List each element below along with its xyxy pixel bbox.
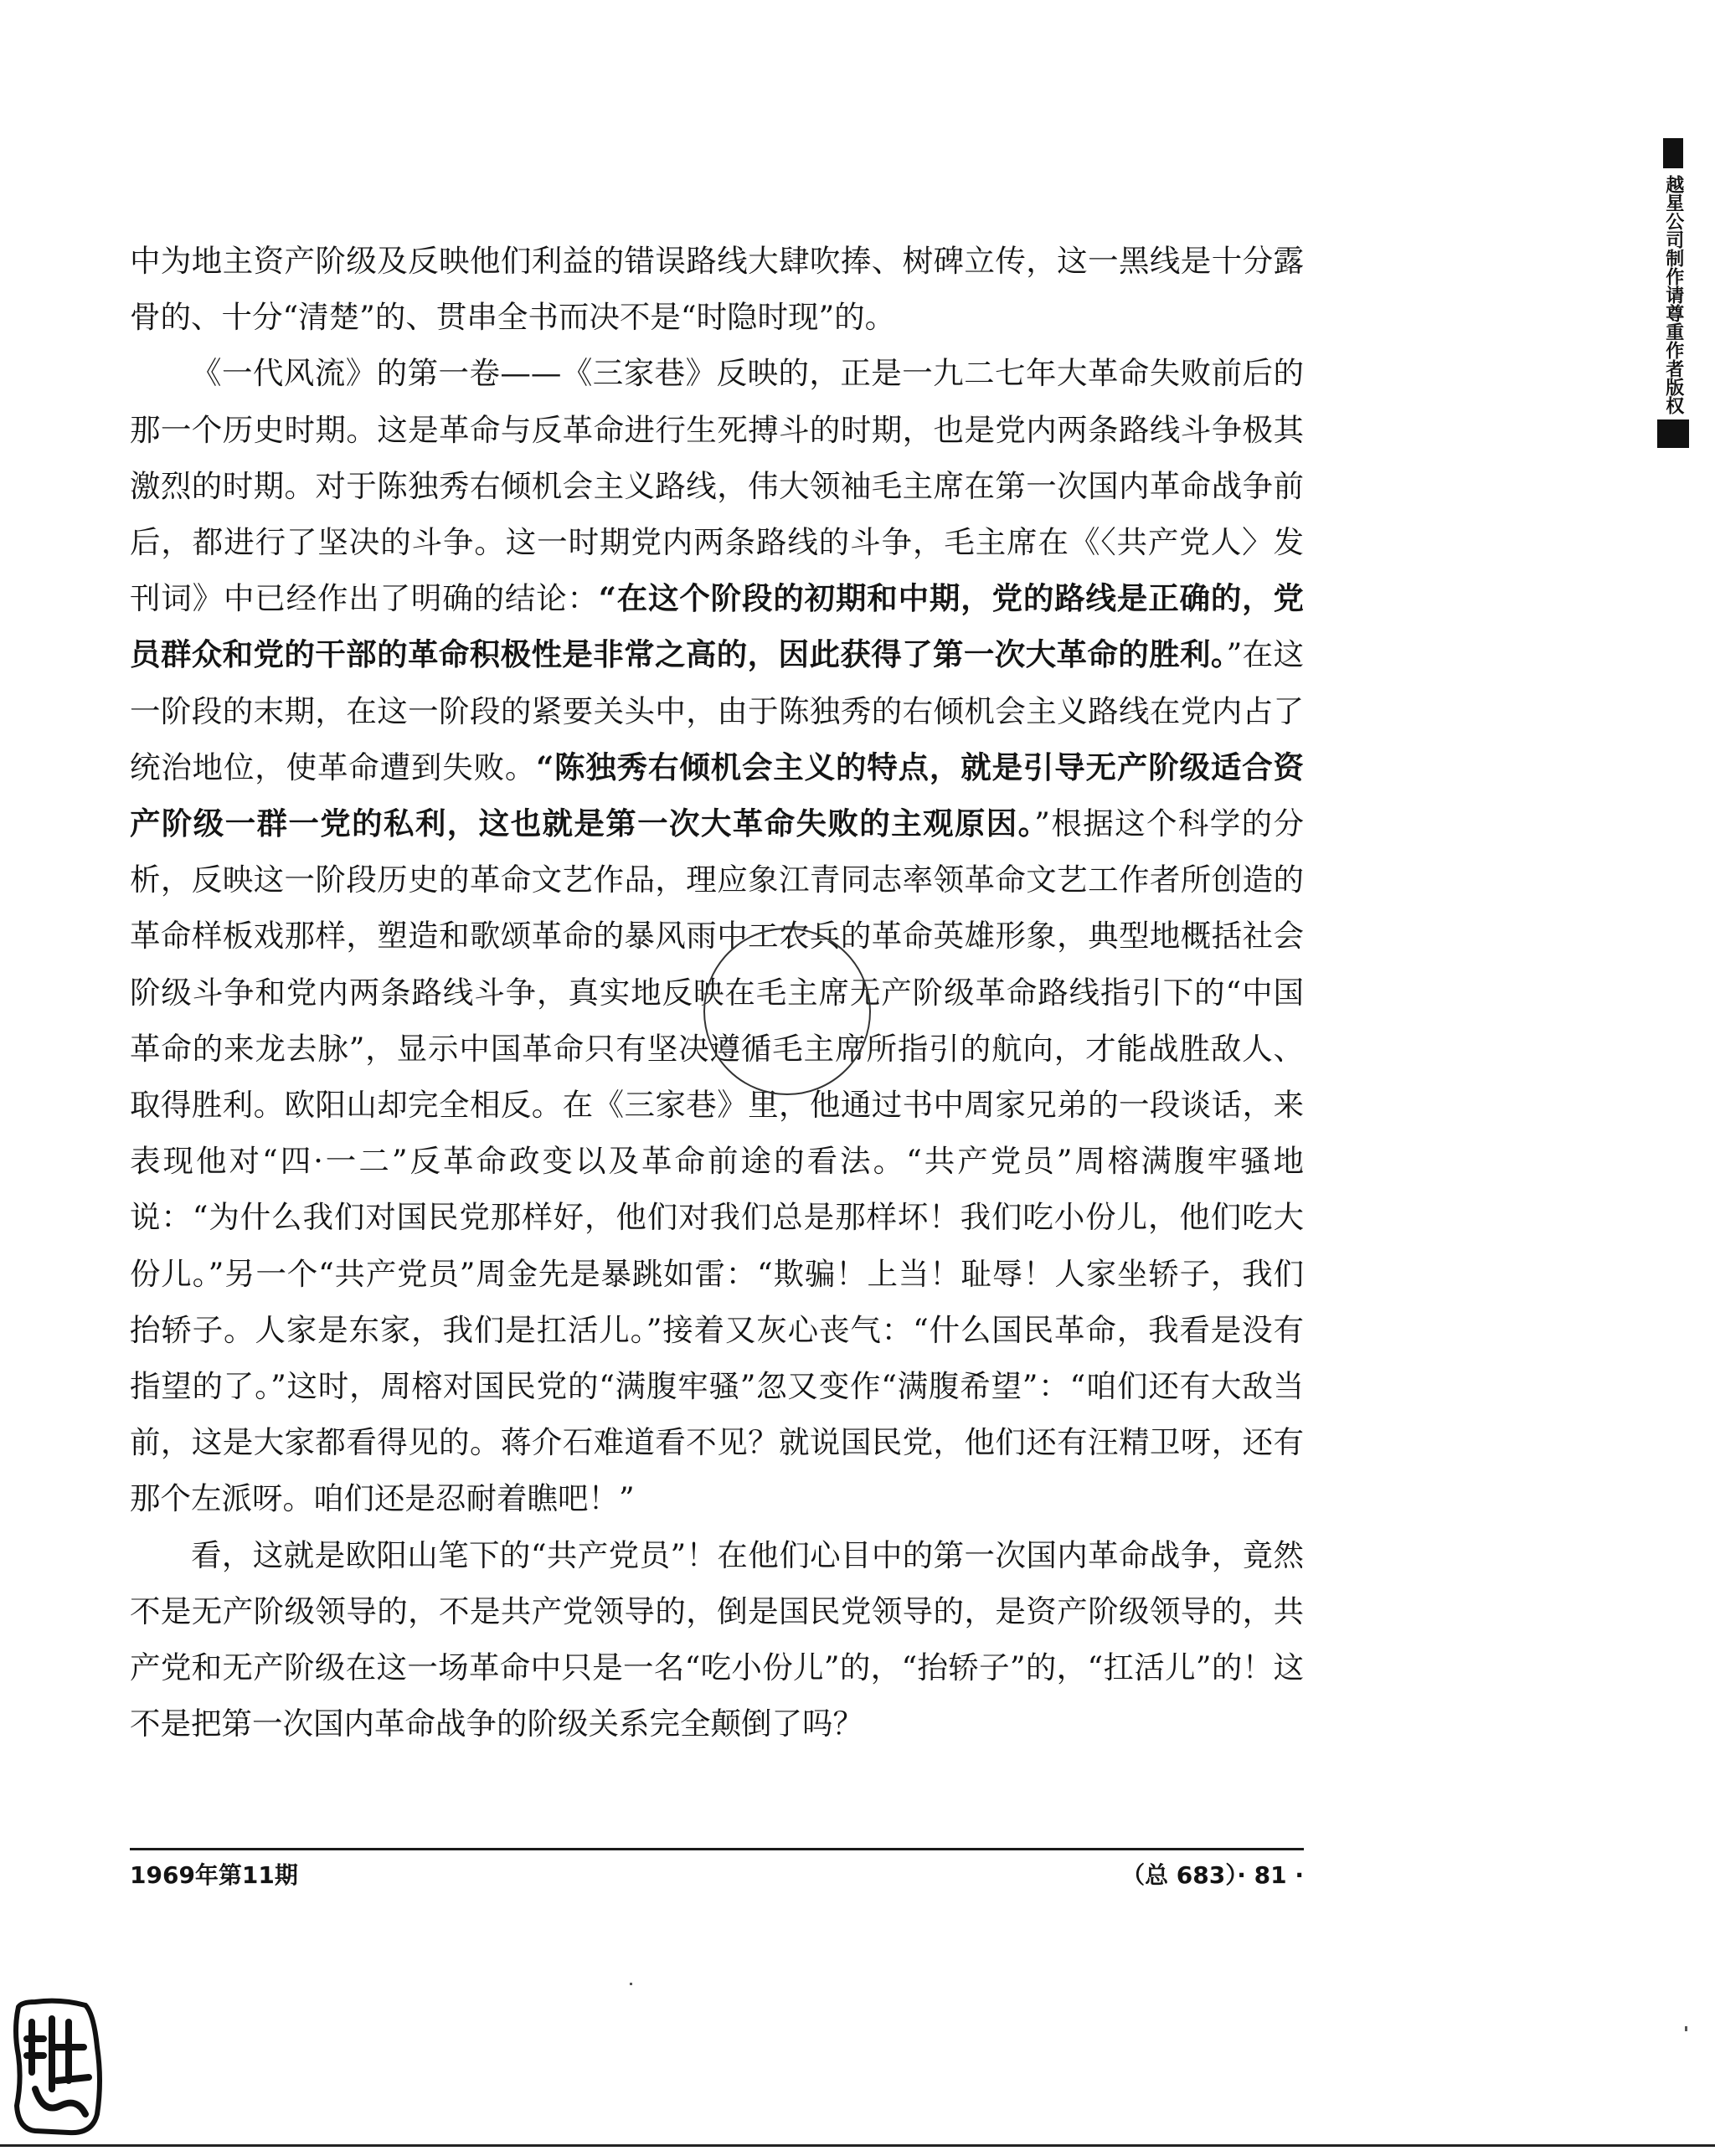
scan-speck	[1685, 2026, 1687, 2031]
page-number: （总 683）· 81 ·	[1121, 1861, 1304, 1889]
scan-bottom-edge	[0, 2144, 1715, 2147]
side-copyright-banner	[1655, 138, 1692, 607]
circle-annotation-mark	[703, 928, 871, 1095]
paragraph-p3	[130, 1527, 1304, 1752]
paragraph-text: 中为地主资产阶级及反映他们利益的错误路线大肆吹捧、树碑立传，这一黑线是十分露骨的、十分“清楚”的、贯串全书而决不是“时隐时现”的。	[130, 243, 1304, 336]
paragraph-text: 《一代风流》的第一卷——《三家巷》反映的，正是一九二七年大革命失败前后的那一个历史时期。这是革命与反革命进行生死搏斗的时期，也是党内两条路线斗争极其激烈的时期。对于陈独秀右倾机会主义路线，伟大领袖毛主席在第一次国内革命战争前后，都进行了坚决的斗争。这一时期党内两条路线的斗争，毛主席在《〈共产党人〉发刊词》中已经作出了明确的结论：	[130, 355, 1304, 617]
paragraph-p2	[130, 345, 1304, 1526]
side-copyright-text: 越星公司制作请尊重作者版权	[1662, 175, 1684, 414]
scan-speck	[630, 1983, 632, 1985]
banner-top-bar	[1663, 138, 1683, 168]
paragraph-text: ”根据这个科学的分析，反映这一阶段历史的革命文艺作品，理应象江青同志率领革命文艺工作者所创造的革命样板戏那样，塑造和歌颂革命的暴风雨中工农兵的革命英雄形象，典型地概括社会阶级斗争和党内两条路线斗争，真实地反映在毛主席无产阶级革命路线指引下的“中国革命的来龙去脉”，显示中国革命只有坚决遵循毛主席所指引的航向，才能战胜敌人、取得胜利。欧阳山却完全相反。在《三家巷》里，他通过书中周家兄弟的一段谈话，来表现他对“四·一二”反革命政变以及革命前途的看法。“共产党员”周榕满腹牢骚地说：“为什么我们对国民党那样好，他们对我们总是那样坏！我们吃小份儿，他们吃大份儿。”另一个“共产党员”周金先是暴跳如雷：“欺骗！上当！耻辱！人家坐轿子，我们抬轿子。人家是东家，我们是扛活儿。”接着又灰心丧气：“什么国民革命，我看是没有指望的了。”这时，周榕对国民党的“满腹牢骚”忽又变作“满腹希望”：“咱们还有大敌当前，这是大家都看得见的。蒋介石难道看不见？就说国民党，他们还有汪精卫呀，还有那个左派呀。咱们还是忍耐着瞧吧！”	[130, 805, 1305, 1517]
quote-bold-text: “陈独秀右倾机会主义的特点，就是引导无产阶级适合资产阶级一群一党的私利，这也就是第一次大革命失败的主观原因。	[130, 749, 1304, 842]
footer-divider	[130, 1848, 1304, 1850]
issue-label: 1969年第11期	[130, 1861, 298, 1889]
paragraph-text: 看，这就是欧阳山笔下的“共产党员”！在他们心目中的第一次国内革命战争，竟然不是无产阶级领导的，不是共产党领导的，倒是国民党领导的，是资产阶级领导的，共产党和无产阶级在这一场革命中只是一名“吃小份儿”的，“抬轿子”的，“扛活儿”的！这不是把第一次国内革命战争的阶级关系完全颠倒了吗？	[130, 1536, 1304, 1742]
paragraph-p1	[130, 233, 1304, 345]
quote-bold-text: “在这个阶段的初期和中期，党的路线是正确的，党员群众和党的干部的革命积极性是非常之高的，因此获得了第一次大革命的胜利。	[130, 580, 1305, 673]
seal-stamp	[10, 1997, 104, 2138]
banner-bottom-bar	[1657, 419, 1689, 448]
seal-icon	[10, 1997, 104, 2138]
paragraph-text: ”在这一阶段的末期，在这一阶段的紧要关头中，由于陈独秀的右倾机会主义路线在党内占了统治地位，使革命遭到失败。	[130, 636, 1304, 785]
